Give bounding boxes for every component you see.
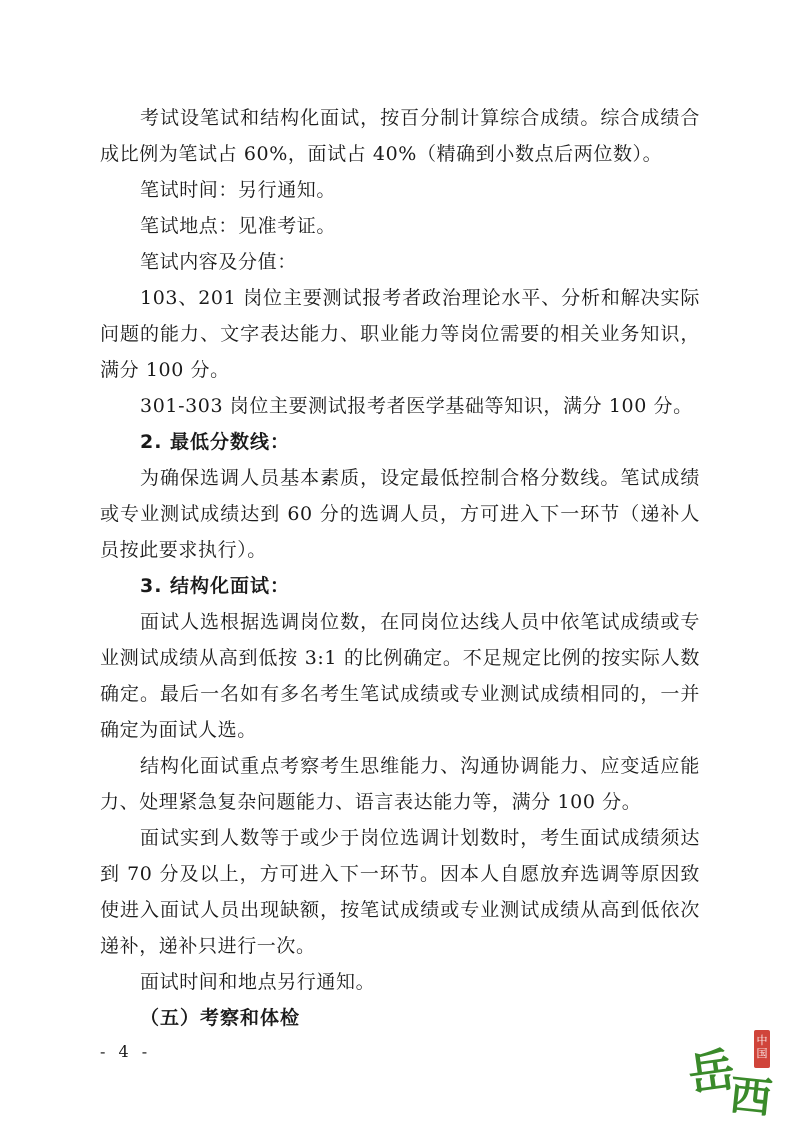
paragraph-interview-threshold: 面试实到人数等于或少于岗位选调计划数时，考生面试成绩须达到 70 分及以上，方可进入下一环节。因本人自愿放弃选调等原因致使进入面试人员出现缺额，按笔试成绩或专业测试成绩从高到低依次递补，递补只进行一次。	[100, 827, 700, 957]
paragraph-exam-location: 笔试地点：见准考证。	[140, 215, 337, 237]
yuexi-seal-logo	[684, 1024, 784, 1124]
paragraph-positions-301-303: 301-303 岗位主要测试报考者医学基础等知识，满分 100 分。	[140, 395, 693, 417]
seal-char-xi: 西	[727, 1069, 775, 1124]
paragraph-composite-score: 考试设笔试和结构化面试，按百分制计算综合成绩。综合成绩合成比例为笔试占 60%，面试占 40%（精确到小数点后两位数）。	[100, 107, 700, 165]
section-heading-inspection: （五）考察和体检	[140, 1007, 301, 1029]
document-body	[100, 100, 700, 1036]
page-number: - 4 -	[100, 1042, 152, 1061]
paragraph-interview-schedule: 面试时间和地点另行通知。	[140, 971, 376, 993]
seal-red-mark: 中国	[754, 1030, 770, 1068]
seal-char-yue: 岳	[684, 1042, 738, 1102]
paragraph-minimum-score: 为确保选调人员基本素质，设定最低控制合格分数线。笔试成绩或专业测试成绩达到 60 分的选调人员，方可进入下一环节（递补人员按此要求执行）。	[100, 467, 700, 561]
paragraph-positions-103-201: 103、201 岗位主要测试报考者政治理论水平、分析和解决实际问题的能力、文字表达能力、职业能力等岗位需要的相关业务知识，满分 100 分。	[100, 287, 700, 381]
paragraph-exam-time: 笔试时间：另行通知。	[140, 179, 337, 201]
paragraph-interview-selection: 面试人选根据选调岗位数，在同岗位达线人员中依笔试成绩或专业测试成绩从高到低按 3:1 的比例确定。不足规定比例的按实际人数确定。最后一名如有多名考生笔试成绩或专业测试成绩相同的，一并确定为面试人选。	[100, 611, 700, 741]
section-heading-minimum-score: 2. 最低分数线：	[140, 431, 291, 453]
paragraph-exam-content-heading: 笔试内容及分值：	[140, 251, 297, 273]
paragraph-interview-focus: 结构化面试重点考察考生思维能力、沟通协调能力、应变适应能力、处理紧急复杂问题能力、语言表达能力等，满分 100 分。	[100, 755, 700, 813]
section-heading-structured-interview: 3. 结构化面试：	[140, 575, 291, 597]
